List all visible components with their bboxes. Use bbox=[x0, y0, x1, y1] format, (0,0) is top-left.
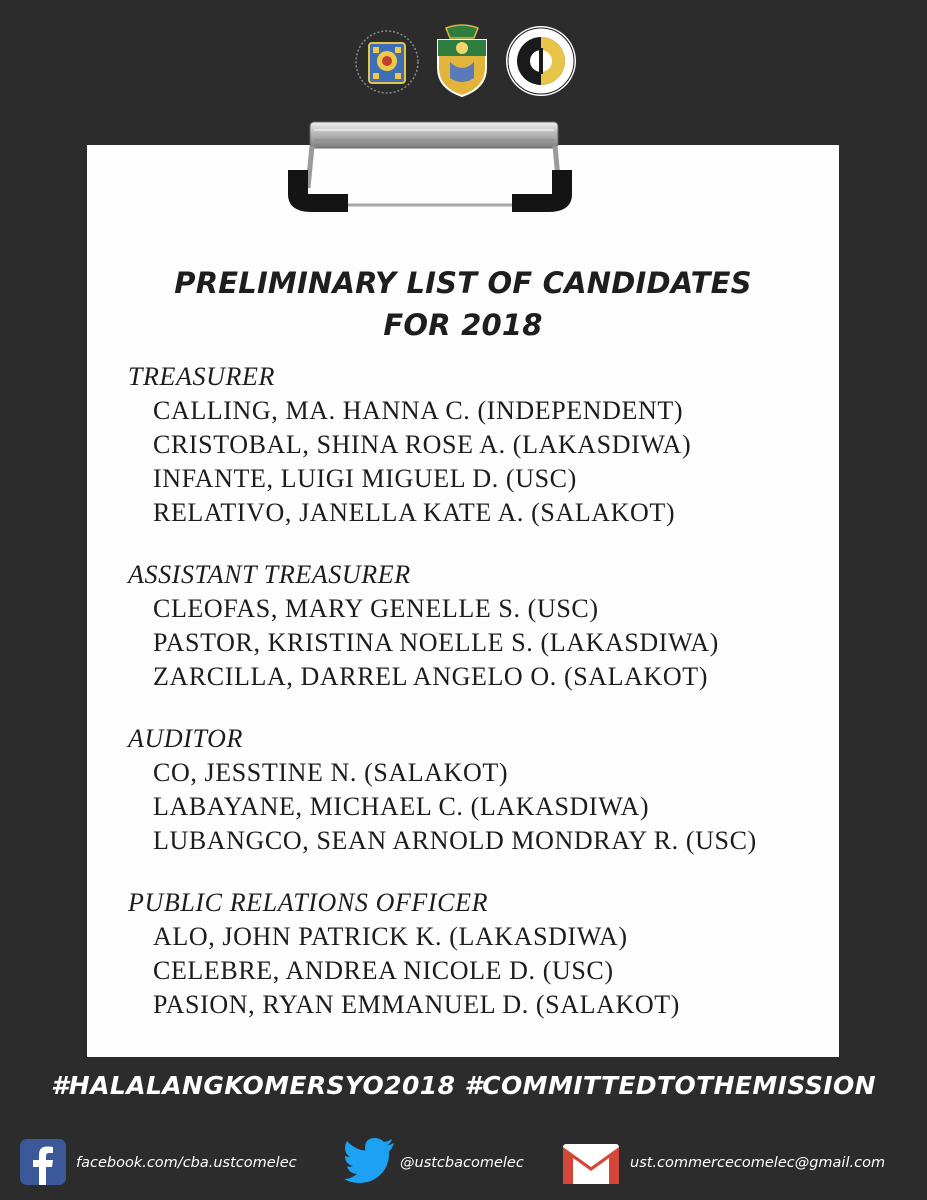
logo-row bbox=[352, 20, 578, 104]
footer bbox=[0, 1135, 927, 1195]
twitter-text[interactable]: @ustcbacomelec bbox=[400, 1155, 524, 1171]
candidate-item: PASTOR, KRISTINA NOELLE S. (LAKASDIWA) bbox=[153, 628, 719, 657]
facebook-link[interactable] bbox=[18, 1135, 338, 1191]
candidate-list bbox=[128, 360, 828, 1022]
candidate-item: LABAYANE, MICHAEL C. (LAKASDIWA) bbox=[153, 792, 650, 821]
title-line-2: FOR 2018 bbox=[383, 308, 543, 342]
section-title: AUDITOR bbox=[128, 724, 243, 753]
university-seal-logo bbox=[352, 20, 422, 104]
email-text[interactable]: ust.commercecomelec@gmail.com bbox=[630, 1155, 886, 1171]
candidate-item: RELATIVO, JANELLA KATE A. (SALAKOT) bbox=[153, 498, 676, 527]
candidate-item: ZARCILLA, DARREL ANGELO O. (SALAKOT) bbox=[153, 662, 709, 691]
section-treasurer bbox=[128, 360, 828, 530]
college-crest-logo bbox=[432, 22, 492, 98]
candidate-item: CRISTOBAL, SHINA ROSE A. (LAKASDIWA) bbox=[153, 430, 692, 459]
section-auditor bbox=[128, 722, 828, 858]
section-title: ASSISTANT TREASURER bbox=[128, 560, 411, 589]
candidate-item: INFANTE, LUIGI MIGUEL D. (USC) bbox=[153, 464, 577, 493]
section-assistant-treasurer bbox=[128, 558, 828, 694]
title-line-1: PRELIMINARY LIST OF CANDIDATES bbox=[174, 266, 752, 300]
candidate-item: PASION, RYAN EMMANUEL D. (SALAKOT) bbox=[153, 990, 680, 1019]
binder-clip-icon bbox=[250, 110, 610, 225]
twitter-icon bbox=[344, 1137, 396, 1183]
candidate-item: ALO, JOHN PATRICK K. (LAKASDIWA) bbox=[153, 922, 628, 951]
candidate-item: CALLING, MA. HANNA C. (INDEPENDENT) bbox=[153, 396, 684, 425]
facebook-text[interactable]: facebook.com/cba.ustcomelec bbox=[76, 1155, 297, 1171]
section-title: TREASURER bbox=[128, 362, 275, 391]
page-title bbox=[87, 262, 839, 346]
gmail-icon bbox=[562, 1143, 620, 1185]
candidate-item: CO, JESSTINE N. (SALAKOT) bbox=[153, 758, 509, 787]
candidate-item: LUBANGCO, SEAN ARNOLD MONDRAY R. (USC) bbox=[153, 826, 757, 855]
email-link[interactable] bbox=[562, 1135, 922, 1191]
section-title: PUBLIC RELATIONS OFFICER bbox=[128, 888, 489, 917]
section-public-relations-officer bbox=[128, 886, 828, 1022]
candidate-item: CLEOFAS, MARY GENELLE S. (USC) bbox=[153, 594, 599, 623]
candidate-item: CELEBRE, ANDREA NICOLE D. (USC) bbox=[153, 956, 614, 985]
hashtags: #HALALANGKOMERSYO2018 #COMMITTEDTOTHEMISSION bbox=[51, 1071, 876, 1100]
facebook-icon bbox=[18, 1137, 68, 1187]
comelec-seal-logo bbox=[504, 24, 578, 98]
twitter-link[interactable] bbox=[344, 1135, 554, 1191]
